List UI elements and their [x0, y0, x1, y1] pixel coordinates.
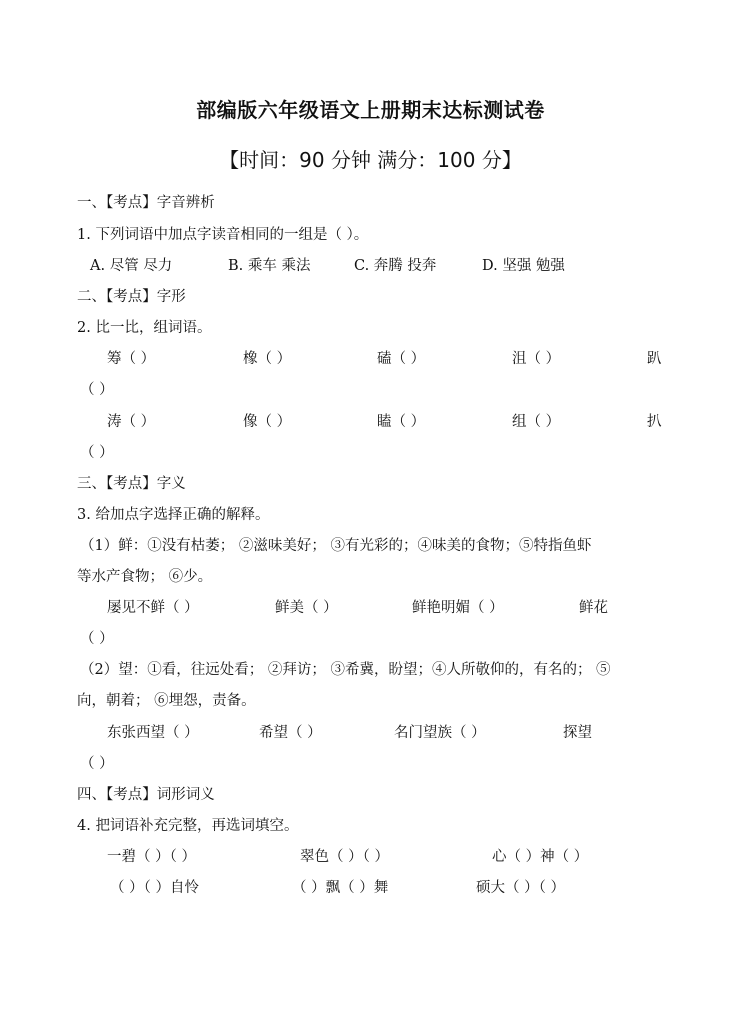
question-3-part-2-definitions-cont: 向，朝着； ⑥埋怨，责备。	[77, 693, 256, 709]
question-3-part-1-wrap: （ ）	[80, 631, 114, 647]
word-fill-item: 东张西望（ ）	[107, 725, 199, 741]
word-fill-item: 鲜美（ ）	[275, 600, 338, 616]
question-2-row-1-wrap: （ ）	[80, 382, 114, 398]
exam-time-score: 【时间：90 分钟 满分：100 分】	[219, 148, 522, 172]
section-heading-2: 二、【考点】字形	[77, 289, 186, 305]
word-fill-item: 磕（ ）	[377, 351, 426, 367]
word-fill-item: 鲜花	[579, 600, 608, 616]
word-fill-item: （ ）（ ）自怜	[110, 880, 199, 896]
word-fill-item: 橡（ ）	[243, 351, 292, 367]
question-3-part-1-definitions-cont: 等水产食物； ⑥少。	[77, 569, 213, 585]
word-fill-item: 像（ ）	[243, 414, 292, 430]
section-heading-4: 四、【考点】词形词义	[77, 787, 215, 803]
word-fill-item: 扒	[647, 414, 662, 430]
word-fill-item: 涛（ ）	[107, 414, 156, 430]
word-fill-item: 组（ ）	[512, 414, 561, 430]
question-3-part-1-definitions: （1）鲜：①没有枯萎； ②滋味美好； ③有光彩的；④味美的食物；⑤特指鱼虾	[80, 538, 592, 554]
word-fill-item: 趴	[647, 351, 662, 367]
word-fill-item: 心（ ）神（ ）	[492, 849, 589, 865]
section-heading-3: 三、【考点】字义	[77, 476, 186, 492]
option-d: D. 坚强 勉强	[482, 258, 565, 274]
question-3-part-2-wrap: （ ）	[80, 756, 114, 772]
word-fill-item: 希望（ ）	[259, 725, 322, 741]
word-fill-item: 硕大（ ）（ ）	[476, 880, 565, 896]
word-fill-item: 屡见不鲜（ ）	[107, 600, 199, 616]
question-4-stem: 4. 把词语补充完整，再选词填空。	[77, 818, 299, 834]
question-2-stem: 2. 比一比，组词语。	[77, 320, 212, 336]
word-fill-item: （ ）飘（ ）舞	[292, 880, 389, 896]
word-fill-item: 筹（ ）	[107, 351, 156, 367]
page-title: 部编版六年级语文上册期末达标测试卷	[196, 98, 545, 122]
question-3-part-2-definitions: （2）望：①看，往远处看； ②拜访； ③希冀，盼望；④人所敬仰的，有名的； ⑤	[80, 662, 611, 678]
word-fill-item: 沮（ ）	[512, 351, 561, 367]
question-2-row-2-wrap: （ ）	[80, 445, 114, 461]
word-fill-item: 瞌（ ）	[377, 414, 426, 430]
option-b: B. 乘车 乘法	[228, 258, 311, 274]
option-a: A. 尽管 尽力	[90, 258, 173, 274]
question-3-stem: 3. 给加点字选择正确的解释。	[77, 507, 270, 523]
word-fill-item: 鲜艳明媚（ ）	[412, 600, 504, 616]
section-heading-1: 一、【考点】字音辨析	[77, 195, 215, 211]
question-1-stem: 1. 下列词语中加点字读音相同的一组是（ ）。	[77, 227, 369, 243]
word-fill-item: 翠色（ ）（ ）	[300, 849, 389, 865]
word-fill-item: 名门望族（ ）	[394, 725, 486, 741]
word-fill-item: 探望	[563, 725, 592, 741]
option-c: C. 奔腾 投奔	[354, 258, 437, 274]
word-fill-item: 一碧（ ）（ ）	[107, 849, 196, 865]
